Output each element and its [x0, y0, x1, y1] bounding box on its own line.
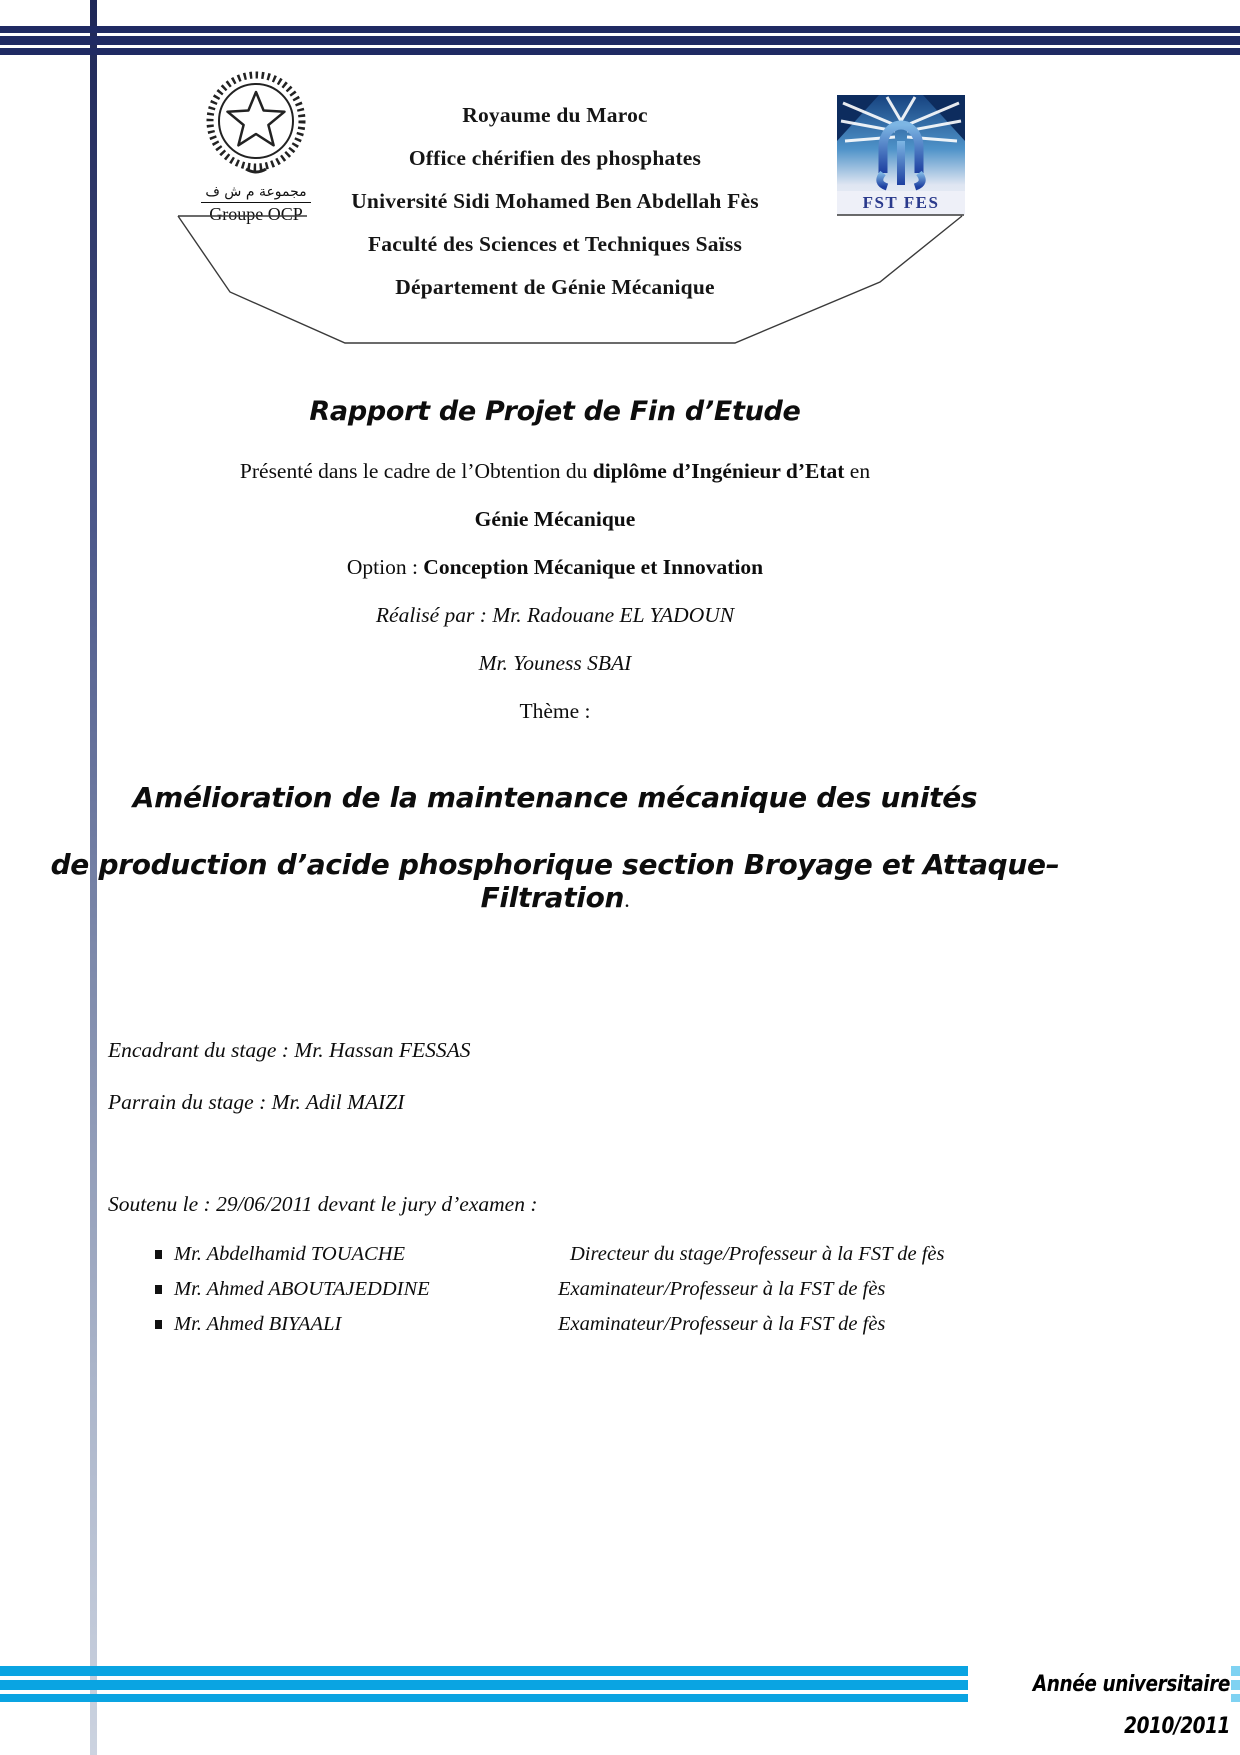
encadrant-line: Encadrant du stage : Mr. Hassan FESSAS [108, 1038, 471, 1062]
fst-fes-logo [837, 95, 965, 215]
ocp-caption: Groupe OCP [209, 204, 303, 224]
top-bar-3 [0, 48, 1240, 55]
option-line [0, 555, 1110, 580]
jury-member-role: Examinateur/Professeur à la FST de fès [558, 1313, 886, 1335]
presented-prefix: Présenté dans le cadre de l’Obtention du [239, 459, 593, 483]
institution-line: Office chérifien des phosphates [408, 146, 702, 170]
theme-title-line-2 [0, 848, 1110, 914]
institution-line: Royaume du Maroc [462, 103, 648, 127]
footer-bar-2 [0, 1680, 968, 1690]
option-value: Conception Mécanique et Innovation [423, 555, 764, 579]
presented-suffix: en [844, 459, 871, 483]
jury-member-name: Mr. Ahmed ABOUTAJEDDINE [174, 1278, 430, 1300]
diploma-name: diplôme d’Ingénieur d’Etat [592, 459, 845, 483]
report-title: Rapport de Projet de Fin d’Etude [309, 396, 801, 427]
fst-fes-caption: FST FES [862, 193, 940, 212]
bullet-square-icon [155, 1250, 162, 1259]
theme-period: . [624, 887, 630, 912]
footer-bar-3 [0, 1694, 968, 1702]
jury-member-role: Examinateur/Professeur à la FST de fès [558, 1278, 886, 1300]
bullet-square-icon [155, 1320, 162, 1329]
jury-row [0, 1313, 1240, 1339]
jury-member-role: Directeur du stage/Professeur à la FST de fès [570, 1243, 945, 1265]
parrain-line: Parrain du stage : Mr. Adil MAIZI [108, 1090, 405, 1114]
footer-bar-1 [0, 1666, 968, 1676]
option-label: Option : [346, 555, 424, 579]
jury-row [0, 1278, 1240, 1304]
theme-title-line-1: Amélioration de la maintenance mécanique des unités [132, 781, 978, 814]
bullet-square-icon [155, 1285, 162, 1294]
academic-year-label: Année universitaire 2010/2011 [1007, 1664, 1230, 1706]
author-line-2: Mr. Youness SBAI [478, 651, 632, 675]
institution-line: Faculté des Sciences et Techniques Saïss [367, 232, 743, 256]
presented-line [0, 459, 1110, 484]
footer-bar-stub-3 [1231, 1694, 1240, 1702]
author-line-1: Réalisé par : Mr. Radouane EL YADOUN [375, 603, 735, 627]
top-bar-2 [0, 36, 1240, 45]
defense-date-line: Soutenu le : 29/06/2011 devant le jury d’examen : [108, 1192, 538, 1216]
jury-row [0, 1243, 1240, 1269]
footer-bar-stub-1 [1231, 1666, 1240, 1676]
footer-bar-stub-2 [1231, 1680, 1240, 1690]
top-bar-1 [0, 26, 1240, 33]
jury-member-name: Mr. Abdelhamid TOUACHE [174, 1243, 406, 1265]
institution-line: Département de Génie Mécanique [395, 275, 715, 299]
jury-member-name: Mr. Ahmed BIYAALI [174, 1313, 342, 1335]
specialty: Génie Mécanique [474, 507, 636, 531]
theme-label: Thème : [519, 699, 591, 723]
fst-fes-logo-icon [837, 95, 965, 215]
institution-line: Université Sidi Mohamed Ben Abdellah Fès [351, 189, 759, 213]
ocp-arabic-label: مجموعة م ش ف [201, 184, 310, 203]
theme-title-text: de production d’acide phosphorique section Broyage et Attaque–Filtration [50, 848, 1060, 914]
